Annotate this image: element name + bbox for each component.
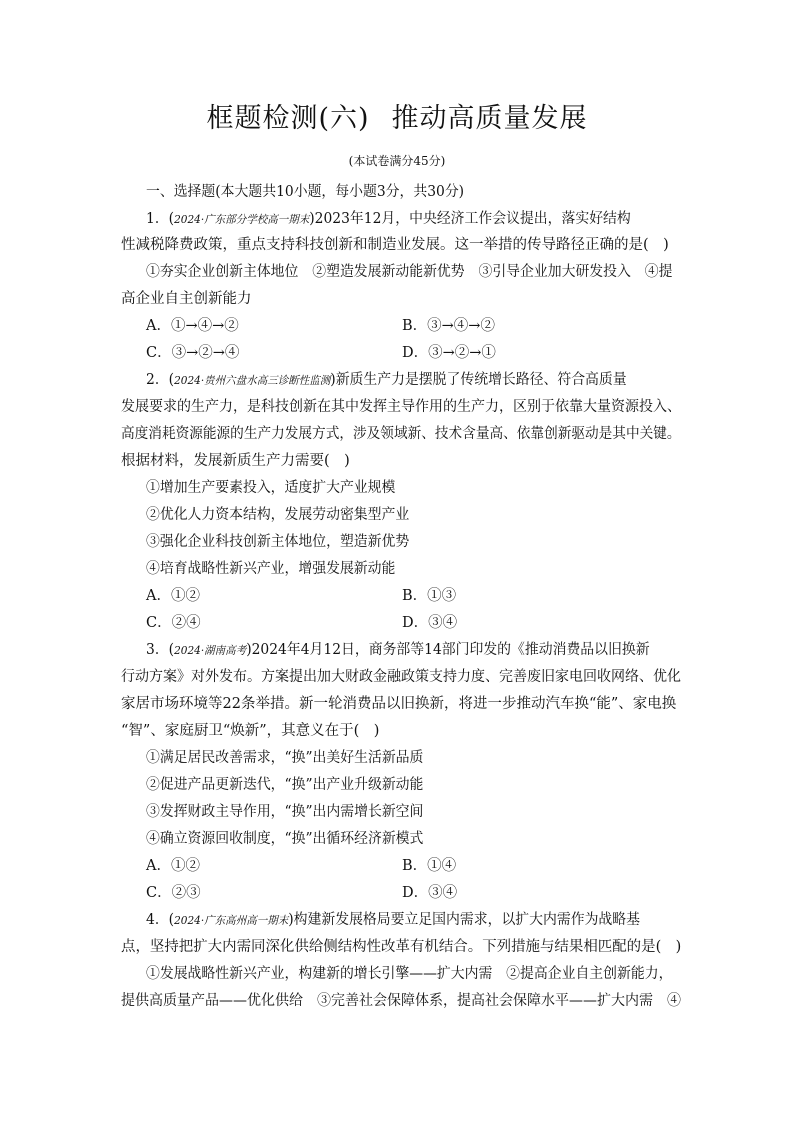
q3-item-1: ①满足居民改善需求，“换”出美好生活新品质 [146,750,424,766]
q2-item-1: ①增加生产要素投入，适度扩大产业规模 [146,480,396,496]
q2-option-a[interactable]: A．①② [146,588,200,604]
q2-item-3: ③强化企业科技创新主体地位，塑造新优势 [146,534,410,550]
page-subtitle: (本试卷满分45分) [348,154,446,168]
q3-option-c[interactable]: C．②③ [146,885,201,901]
q4-source: 2024·广东高州高一期末 [174,914,289,927]
q2-line-1-text: )新质生产力是摆脱了传统增长路径、符合高质量 [330,372,627,388]
q1-items-line-1: ①夯实企业创新主体地位 ②塑造发展新动能新优势 ③引导企业加大研发投入 ④提 [146,264,673,280]
q3-item-3: ③发挥财政主导作用，“换”出内需增长新空间 [146,804,424,820]
q2-source: 2024·贵州六盘水高三诊断性监测 [174,374,331,387]
q3-option-a[interactable]: A．①② [146,858,200,874]
q2-option-b[interactable]: B．①③ [402,588,457,604]
q4-line-4: 提供高质量产品——优化供给 ③完善社会保障体系，提高社会保障水平——扩大内需 ④ [121,993,681,1009]
q2-line-2: 发展要求的生产力，是科技创新在其中发挥主导作用的生产力，区别于依靠大量资源投入、 [121,399,681,415]
q3-line-4: “智”、家庭厨卫“焕新”，其意义在于( ) [121,723,380,739]
q3-source: 2024·湖南高考 [174,644,247,657]
q1-line-1 [146,209,681,230]
q3-line-1 [146,640,681,661]
q2-option-c[interactable]: C．②④ [146,615,201,631]
q3-item-4: ④确立资源回收制度，“换”出循环经济新模式 [146,831,424,847]
q3-line-1-text: )2024年4月12日，商务部等14部门印发的《推动消费品以旧换新 [246,642,650,658]
q3-option-b[interactable]: B．①④ [402,858,457,874]
q1-option-d[interactable]: D．③→②→① [402,345,496,361]
q1-source: 2024·广东部分学校高一期末 [174,213,310,226]
q3-line-2: 行动方案》对外发布。方案提出加大财政金融政策支持力度、完善废旧家电回收网络、优化 [121,669,681,685]
q3-option-d[interactable]: D．③④ [402,885,458,901]
q2-line-4: 根据材料，发展新质生产力需要( ) [121,453,350,469]
q4-line-2: 点，坚持把扩大内需同深化供给侧结构性改革有机结合。下列措施与结果相匹配的是( ) [121,939,682,955]
q2-line-3: 高度消耗资源能源的生产力发展方式，涉及领域新、技术含量高、依靠创新驱动是其中关键。 [121,426,681,442]
title-part-1: 框题检测(六) [206,103,370,134]
q1-number: 1．( [146,211,175,227]
q4-number: 4．( [146,912,175,928]
q3-line-3: 家居市场环境等22条举措。新一轮消费品以旧换新，将进一步推动汽车换“能”、家电换 [121,696,677,712]
q4-line-1 [146,910,681,931]
q3-number: 3．( [146,642,175,658]
q2-option-d[interactable]: D．③④ [402,615,458,631]
page-title [0,96,794,135]
q1-option-c[interactable]: C．③→②→④ [146,345,240,361]
q4-line-1-text: )构建新发展格局要立足国内需求，以扩大内需作为战略基 [288,912,640,928]
q1-line-2: 性减税降费政策，重点支持科技创新和制造业发展。这一举措的传导路径正确的是( ) [121,237,669,253]
q2-line-1 [146,370,681,391]
q1-option-b[interactable]: B．③→④→② [402,318,495,334]
q2-item-4: ④培育战略性新兴产业，增强发展新动能 [146,561,396,577]
q3-item-2: ②促进产品更新迭代，“换”出产业升级新动能 [146,777,424,793]
q2-number: 2．( [146,372,175,388]
q2-item-2: ②优化人力资本结构，发展劳动密集型产业 [146,507,410,523]
q1-option-a[interactable]: A．①→④→② [146,318,239,334]
q1-items-line-2: 高企业自主创新能力 [121,291,252,307]
title-part-2: 推动高质量发展 [391,103,588,134]
q1-line-1-text: )2023年12月，中央经济工作会议提出，落实好结构 [309,211,631,227]
q4-line-3: ①发展战略性新兴产业，构建新的增长引擎——扩大内需 ②提高企业自主创新能力， [146,966,673,982]
section-heading: 一、选择题(本大题共10小题，每小题3分，共30分) [146,184,465,200]
